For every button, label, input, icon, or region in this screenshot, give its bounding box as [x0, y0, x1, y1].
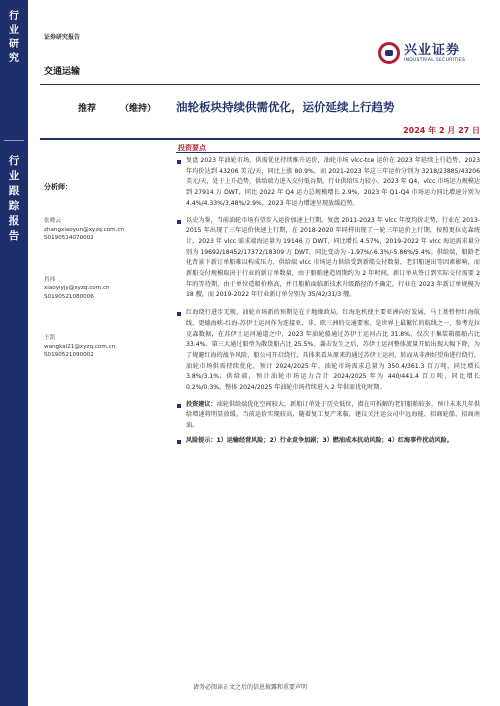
analyst-name: 王凯	[44, 335, 56, 341]
analyst-cert: S0190514070002	[44, 235, 94, 241]
analyst-email: xiaoyiyjy@xyzq.com.cn	[44, 285, 110, 291]
logo-name-cn: 兴业证券	[404, 42, 461, 58]
report-title: 油轮板块持续供需优化，运价延续上行趋势	[176, 100, 395, 114]
rating: 推荐	[78, 104, 97, 114]
industry-label: 交通运输	[44, 67, 81, 77]
analyst-panel	[44, 182, 162, 393]
analyst-email: zhangxiaoyun@xyzq.com.cn	[44, 226, 124, 233]
analyst-name: 张晓云	[44, 218, 61, 224]
header-divider	[40, 84, 480, 85]
rating-change: （维持）	[120, 104, 157, 114]
analyst-cert: S0190521080006	[44, 293, 94, 300]
key-points-heading: 投资要点	[178, 144, 206, 152]
key-point-item	[176, 308, 480, 394]
key-point-text: 以史为鉴，当前油轮市场有望步入运价加速上行期。复盘 2011-2023 年 vlcc 年度均价走势，行业在 2013-2015 年出现了三年运价快速上行期，在 2018-2020 年同样出现了一轮三年运价上行期，按照更拉克森统计，2023 年 vlcc 需求端海运量为 19146 万 DWT，同比增长 4.57%，2019-2022 年 vlcc 海运需求量分别为 19692/18452/17372/18309 万 DWT，同比变动为 -1.97%/-6.3%/-5.86%/5.4%。供给端，船龄老化背景下新订单船难以构成压力，供给端 vlcc 市场运力供给受到新船交付数量、老旧船退出等因素影响，而新船交付规模取决于行业的新订单数量，由于船舶建造周期约为 2 年时间，新订单从签订到实际交付需要 2 年的等待期，由于单位造船价格高，并且船舶面临新技术升级路径的不确定，行业在 2023 年新订单规模为 18 艘，而 2019-2022 年行业新订单分别为 35/42/31/3 艘。	[186, 216, 480, 299]
analyst-email: wangkai21@xyzq.com.cn	[44, 343, 116, 350]
analyst-card	[44, 276, 162, 302]
investment-advice	[176, 400, 480, 432]
report-date: 2024 年 2 月 27 日	[403, 126, 480, 135]
sidebar	[0, 0, 28, 706]
title-divider	[40, 138, 480, 140]
disclaimer-footer: 请务必阅读正文之后的信息披露和重要声明	[192, 684, 307, 691]
key-point-item	[176, 156, 480, 210]
key-point-text: 复盘 2023 年油轮市场，供需优化持续推升运价，油轮市场 vlcc-tce 运价在 2023 年延续上行趋势，2023 年均价达到 43206 美元/天，同比上涨 80.9%，而 2021-2023 年这三年运价分别为 3218/23885/43206 美元/天，处于上升趋势，供给端力进入交付低谷期。行业供给压力较小，2023 年 Q4，vlcc 市场运力规模达到 27914 万 DWT，同比 2022 年 Q4 运力总规模增长 2.9%，2023 年 Q1-Q4 市场运力同比增速分别为 4.4%/4.33%/3.48%/2.9%，2023 年运力增速呈现放缓趋势。	[186, 157, 480, 207]
risk-warning	[176, 436, 480, 447]
risk-warning-label: 风险提示：	[186, 436, 217, 444]
sidebar-research-label: 行 业 研 究	[9, 11, 19, 64]
analyst-card	[44, 217, 162, 243]
sidebar-report-type: 行 业 跟 踪 报 告	[8, 155, 20, 242]
analyst-heading: 分析师：	[44, 183, 72, 191]
company-logo	[378, 34, 478, 72]
analyst-card	[44, 334, 162, 360]
analyst-cert: S0190521090002	[44, 352, 94, 358]
key-point-text: 油轮供给端优化空间较大，新船订单处于历史低位，潜在可拆解的老旧船舶较多，预计未来几年供给增速将明显放缓，当前运价实现较高，随着复工复产来临，建议关注运公司中远海能、招商轮船、招商南油。	[186, 400, 481, 430]
logo-name-en: INDUSTRIAL SECURITIES	[404, 57, 466, 63]
investment-advice-label: 投资建议：	[186, 400, 217, 408]
key-point-item	[176, 216, 480, 302]
analyst-name: 肖祎	[44, 276, 56, 283]
key-point-text: 1）运输经营风险；2）行业竞争加剧；3）燃油成本抗动风险；4）红海事件扰动风险。	[216, 436, 453, 444]
logo-emblem-icon	[378, 42, 400, 64]
report-category-label: 证券研究报告	[44, 34, 81, 41]
key-points-list	[176, 153, 480, 447]
sidebar-divider	[4, 140, 24, 141]
key-point-text: 红海绕行进步无现，油轮市场新的预期是在于地缘政局。红海危机使主要亚洲向好发展，马士基暂停红海航线，更德海峡-红海-苏伊士运河作为连接亚、非、欧三洲的交通要塞，是世界上最繁忙的航线之一，参考克拉克森数据，在苏伊士运河通道之中，2023 年油轮船通过苏伊士运河占比 31.8%，仅次于集装箱船舶占比 33.4%。第三大通过船型为散货船占比 25.5%。袭击发生之后，苏伊士运河整体流量开始出现大幅下降，为了规避红海的战争风险，船公司开启绕行，具体来看从原来的通过苏伊士运河，转而从非洲好望角进行绕行，油轮市场供需持续优化，预计 2024/2025 年，油轮市场需求总量为 350.4/361.3 百万吨，同比增长 3.8%/3.1%；供给端，预计油轮市场运力合计 2024/2025 年为 440/441.4 百万吨，同比增长 0.2%/0.3%，整体 2024/2025 年油轮市场持续进入 2 年供需优化时期。	[186, 309, 480, 392]
